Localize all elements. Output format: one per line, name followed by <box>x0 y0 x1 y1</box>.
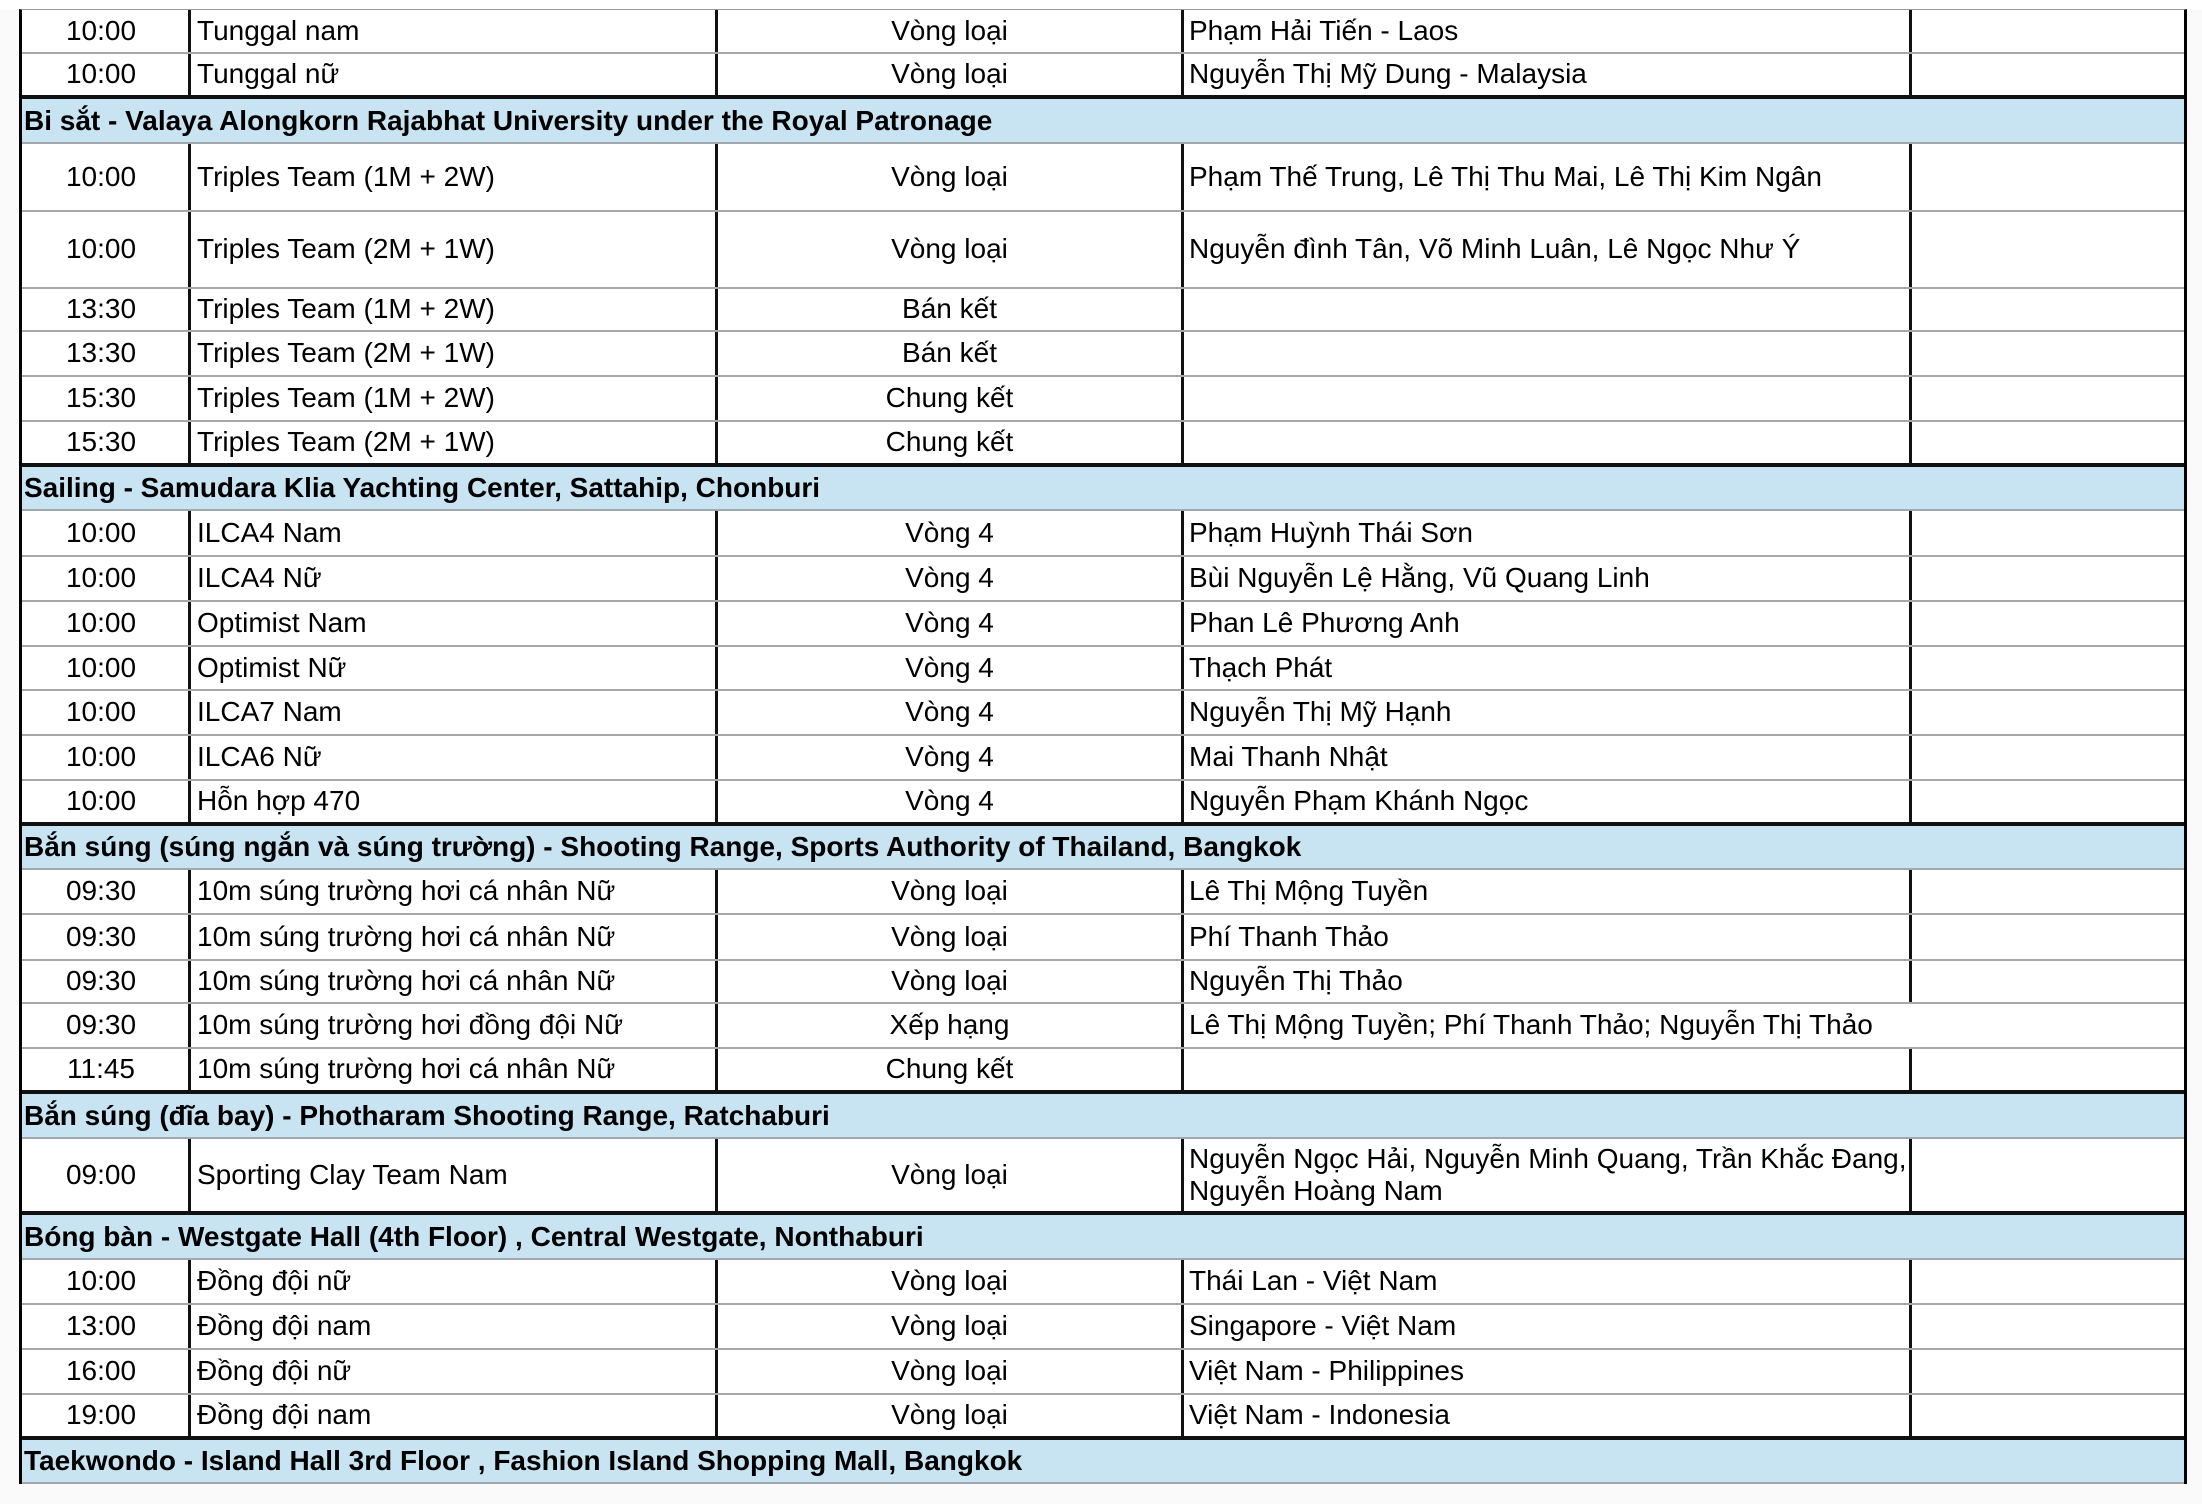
athletes-cell <box>1184 289 1912 330</box>
athletes-cell: Phí Thanh Thảo <box>1184 915 1912 959</box>
schedule-table <box>19 9 2187 1484</box>
round-cell: Vòng loại <box>718 1350 1184 1393</box>
round-cell: Vòng loại <box>718 54 1184 95</box>
time-cell: 10:00 <box>22 10 191 52</box>
event-cell: Triples Team (2M + 1W) <box>191 422 718 463</box>
event-cell: Đồng đội nữ <box>191 1350 718 1393</box>
table-row <box>22 289 2184 332</box>
table-row <box>22 691 2184 736</box>
athletes-cell <box>1184 377 1912 420</box>
section-header-petanque: Bi sắt - Valaya Alongkorn Rajabhat University under the Royal Patronage <box>22 99 2184 144</box>
time-cell: 10:00 <box>22 602 191 645</box>
time-cell: 10:00 <box>22 511 191 555</box>
event-cell: Triples Team (1M + 2W) <box>191 289 718 330</box>
table-row <box>22 377 2184 422</box>
athletes-cell: Singapore - Việt Nam <box>1184 1305 1912 1348</box>
athletes-cell: Nguyễn đình Tân, Võ Minh Luân, Lê Ngọc Như Ý <box>1184 212 1912 287</box>
athletes-cell: Nguyễn Phạm Khánh Ngọc <box>1184 781 1912 822</box>
event-cell: Triples Team (2M + 1W) <box>191 332 718 375</box>
time-cell: 09:30 <box>22 915 191 959</box>
table-row <box>22 1004 2184 1049</box>
table-row <box>22 511 2184 557</box>
table-row <box>22 557 2184 602</box>
time-cell: 10:00 <box>22 647 191 689</box>
event-cell: Optimist Nam <box>191 602 718 645</box>
table-row <box>22 781 2184 826</box>
round-cell: Vòng 4 <box>718 736 1184 779</box>
notes-cell <box>1912 377 2184 420</box>
table-row <box>22 212 2184 289</box>
time-cell: 10:00 <box>22 1260 191 1303</box>
event-cell: 10m súng trường hơi cá nhân Nữ <box>191 1049 718 1090</box>
round-cell: Vòng 4 <box>718 511 1184 555</box>
table-row <box>22 144 2184 212</box>
time-cell: 10:00 <box>22 736 191 779</box>
table-row <box>22 602 2184 647</box>
time-cell: 10:00 <box>22 691 191 734</box>
table-row <box>22 1350 2184 1395</box>
notes-cell <box>1912 1305 2184 1348</box>
round-cell: Vòng 4 <box>718 602 1184 645</box>
time-cell: 13:00 <box>22 1305 191 1348</box>
event-cell: Hỗn hợp 470 <box>191 781 718 822</box>
athletes-cell: Mai Thanh Nhật <box>1184 736 1912 779</box>
round-cell: Vòng loại <box>718 1395 1184 1436</box>
event-cell: Đồng đội nam <box>191 1395 718 1436</box>
athletes-cell: Nguyễn Ngọc Hải, Nguyễn Minh Quang, Trần Khắc Đang, Nguyễn Hoàng Nam <box>1184 1139 1912 1211</box>
round-cell: Vòng loại <box>718 144 1184 210</box>
round-cell: Vòng 4 <box>718 647 1184 689</box>
round-cell: Vòng loại <box>718 961 1184 1002</box>
round-cell: Vòng 4 <box>718 781 1184 822</box>
table-row <box>22 54 2184 99</box>
table-row <box>22 10 2184 54</box>
time-cell: 10:00 <box>22 781 191 822</box>
athletes-cell: Bùi Nguyễn Lệ Hằng, Vũ Quang Linh <box>1184 557 1912 600</box>
table-row <box>22 915 2184 961</box>
notes-cell <box>1912 870 2184 913</box>
table-row <box>22 647 2184 691</box>
time-cell: 13:30 <box>22 289 191 330</box>
round-cell: Vòng loại <box>718 870 1184 913</box>
athletes-cell: Phạm Thế Trung, Lê Thị Thu Mai, Lê Thị Kim Ngân <box>1184 144 1912 210</box>
time-cell: 10:00 <box>22 557 191 600</box>
athletes-cell: Việt Nam - Indonesia <box>1184 1395 1912 1436</box>
time-cell: 16:00 <box>22 1350 191 1393</box>
round-cell: Bán kết <box>718 332 1184 375</box>
notes-cell <box>1912 647 2184 689</box>
time-cell: 09:30 <box>22 1004 191 1047</box>
round-cell: Bán kết <box>718 289 1184 330</box>
athletes-cell <box>1184 422 1912 463</box>
section-header-shooting-rifle: Bắn súng (súng ngắn và súng trường) - Shooting Range, Sports Authority of Thailand, Bangkok <box>22 826 2184 870</box>
notes-cell <box>1912 332 2184 375</box>
notes-cell <box>1912 289 2184 330</box>
table-row <box>22 422 2184 467</box>
notes-cell <box>1912 781 2184 822</box>
notes-cell <box>1912 557 2184 600</box>
round-cell: Vòng loại <box>718 1139 1184 1211</box>
round-cell: Vòng loại <box>718 212 1184 287</box>
notes-cell <box>1912 511 2184 555</box>
round-cell: Chung kết <box>718 377 1184 420</box>
table-row <box>22 1139 2184 1215</box>
time-cell: 13:30 <box>22 332 191 375</box>
notes-cell <box>1912 1139 2184 1211</box>
notes-cell <box>1912 1260 2184 1303</box>
event-cell: ILCA6 Nữ <box>191 736 718 779</box>
event-cell: Sporting Clay Team Nam <box>191 1139 718 1211</box>
notes-cell <box>1912 1350 2184 1393</box>
table-row <box>22 1260 2184 1305</box>
notes-cell <box>1912 1049 2184 1090</box>
table-row <box>22 1395 2184 1440</box>
notes-cell <box>1912 1004 2184 1047</box>
round-cell: Vòng 4 <box>718 557 1184 600</box>
time-cell: 15:30 <box>22 377 191 420</box>
table-row <box>22 1305 2184 1350</box>
notes-cell <box>1912 1395 2184 1436</box>
athletes-cell <box>1184 1049 1912 1090</box>
event-cell: 10m súng trường hơi đồng đội Nữ <box>191 1004 718 1047</box>
event-cell: 10m súng trường hơi cá nhân Nữ <box>191 961 718 1002</box>
time-cell: 09:00 <box>22 1139 191 1211</box>
event-cell: ILCA4 Nam <box>191 511 718 555</box>
notes-cell <box>1912 10 2184 52</box>
section-header-shooting-clay: Bắn súng (đĩa bay) - Photharam Shooting Range, Ratchaburi <box>22 1094 2184 1139</box>
athletes-cell: Thái Lan - Việt Nam <box>1184 1260 1912 1303</box>
athletes-cell: Việt Nam - Philippines <box>1184 1350 1912 1393</box>
round-cell: Vòng loại <box>718 1260 1184 1303</box>
athletes-cell: Lê Thị Mộng Tuyền; Phí Thanh Thảo; Nguyễn Thị Thảo <box>1189 1009 1873 1041</box>
time-cell: 19:00 <box>22 1395 191 1436</box>
notes-cell <box>1912 54 2184 95</box>
athletes-cell: Phạm Huỳnh Thái Sơn <box>1184 511 1912 555</box>
event-cell: 10m súng trường hơi cá nhân Nữ <box>191 870 718 913</box>
table-row <box>22 1049 2184 1094</box>
time-cell: 09:30 <box>22 961 191 1002</box>
time-cell: 10:00 <box>22 54 191 95</box>
event-cell: Tunggal nam <box>191 10 718 52</box>
time-cell: 10:00 <box>22 212 191 287</box>
event-cell: Đồng đội nam <box>191 1305 718 1348</box>
table-row <box>22 870 2184 915</box>
round-cell: Chung kết <box>718 422 1184 463</box>
notes-cell <box>1912 736 2184 779</box>
event-cell: 10m súng trường hơi cá nhân Nữ <box>191 915 718 959</box>
section-header-sailing: Sailing - Samudara Klia Yachting Center, Sattahip, Chonburi <box>22 467 2184 511</box>
event-cell: Optimist Nữ <box>191 647 718 689</box>
round-cell: Chung kết <box>718 1049 1184 1090</box>
athletes-cell: Thạch Phát <box>1184 647 1912 689</box>
table-row <box>22 961 2184 1004</box>
table-row <box>22 332 2184 377</box>
time-cell: 10:00 <box>22 144 191 210</box>
section-header-taekwondo: Taekwondo - Island Hall 3rd Floor , Fashion Island Shopping Mall, Bangkok <box>22 1440 2184 1484</box>
athletes-cell: Phan Lê Phương Anh <box>1184 602 1912 645</box>
event-cell: Đồng đội nữ <box>191 1260 718 1303</box>
time-cell: 09:30 <box>22 870 191 913</box>
round-cell: Vòng loại <box>718 1305 1184 1348</box>
notes-cell <box>1912 144 2184 210</box>
section-header-table-tennis: Bóng bàn - Westgate Hall (4th Floor) , Central Westgate, Nonthaburi <box>22 1215 2184 1260</box>
table-row <box>22 736 2184 781</box>
notes-cell <box>1912 422 2184 463</box>
time-cell: 15:30 <box>22 422 191 463</box>
event-cell: Triples Team (1M + 2W) <box>191 144 718 210</box>
round-cell: Vòng loại <box>718 10 1184 52</box>
athletes-cell: Lê Thị Mộng Tuyền <box>1184 870 1912 913</box>
athletes-cell: Nguyễn Thị Thảo <box>1184 961 1912 1002</box>
notes-cell <box>1912 212 2184 287</box>
round-cell: Vòng 4 <box>718 691 1184 734</box>
notes-cell <box>1912 691 2184 734</box>
athletes-cell: Nguyễn Thị Mỹ Dung - Malaysia <box>1184 54 1912 95</box>
notes-cell <box>1912 602 2184 645</box>
event-cell: ILCA4 Nữ <box>191 557 718 600</box>
athletes-cell <box>1184 332 1912 375</box>
time-cell: 11:45 <box>22 1049 191 1090</box>
notes-cell <box>1912 915 2184 959</box>
event-cell: ILCA7 Nam <box>191 691 718 734</box>
round-cell: Xếp hạng <box>718 1004 1184 1047</box>
athletes-cell: Nguyễn Thị Mỹ Hạnh <box>1184 691 1912 734</box>
round-cell: Vòng loại <box>718 915 1184 959</box>
athletes-cell: Phạm Hải Tiến - Laos <box>1184 10 1912 52</box>
notes-cell <box>1912 961 2184 1002</box>
event-cell: Tunggal nữ <box>191 54 718 95</box>
event-cell: Triples Team (1M + 2W) <box>191 377 718 420</box>
event-cell: Triples Team (2M + 1W) <box>191 212 718 287</box>
